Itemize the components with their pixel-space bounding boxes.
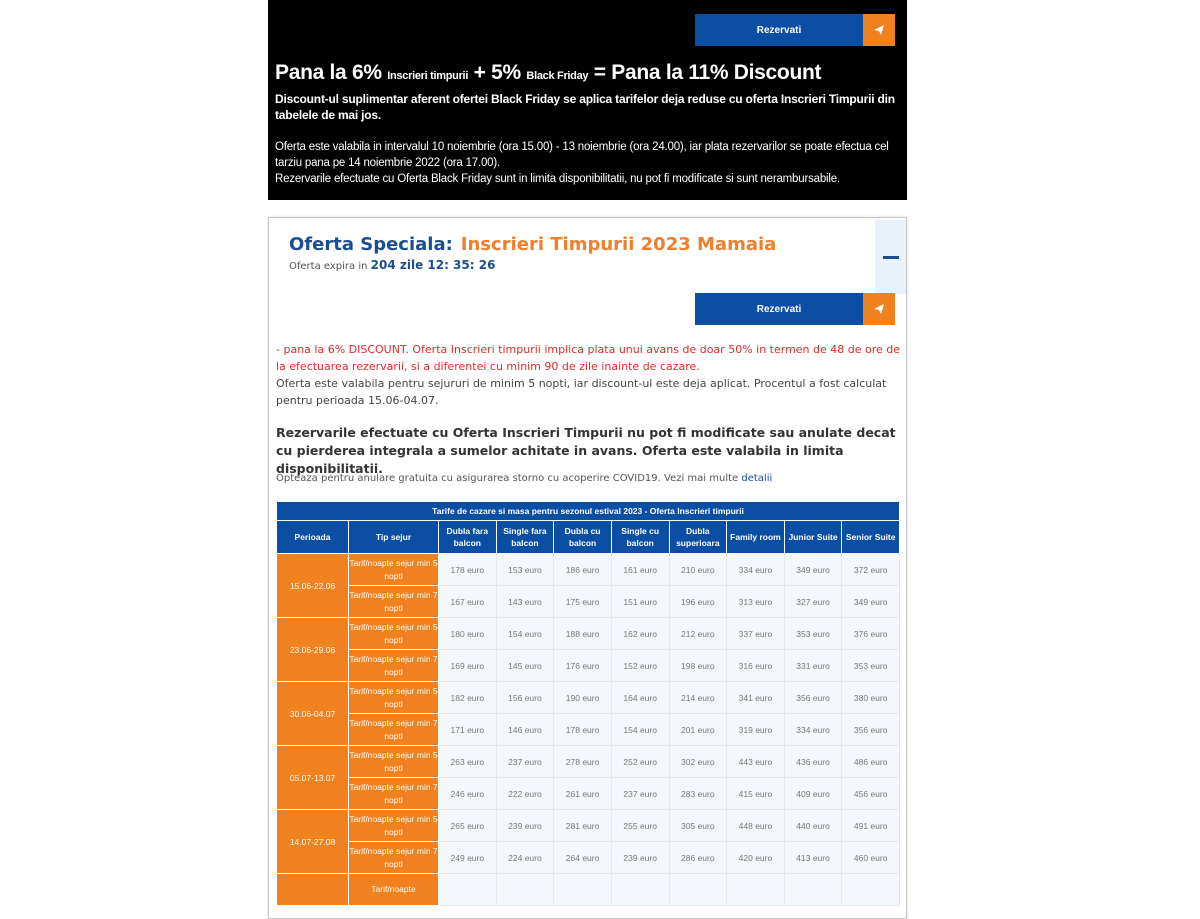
table-header-row: [277, 521, 900, 554]
price-cell: 212 euro: [669, 618, 727, 650]
price-cell: 198 euro: [669, 650, 727, 682]
price-cell: 167 euro: [439, 586, 497, 618]
table-caption: Tarife de cazare si masa pentru sezonul estival 2023 - Oferta Inscrieri timpurii: [277, 502, 900, 521]
price-cell: 353 euro: [784, 618, 842, 650]
table-row: [277, 650, 900, 682]
price-cell: [439, 874, 497, 906]
price-cell: 176 euro: [554, 650, 612, 682]
price-cell: 210 euro: [669, 554, 727, 586]
validity-text: Oferta este valabila in intervalul 10 noiembrie (ora 15.00) - 13 noiembrie (ora 24.00), iar plata rezervarilor se poate efectua cel tarziu pana pe 14 noiembrie 2022 (ora 17.00).: [275, 141, 889, 169]
price-cell: 178 euro: [554, 714, 612, 746]
title-part-2: + 5%: [473, 61, 521, 84]
price-cell: 356 euro: [784, 682, 842, 714]
price-cell: [611, 874, 669, 906]
black-friday-title: [275, 61, 821, 85]
offer-title: [289, 234, 776, 255]
price-cell: 420 euro: [727, 842, 785, 874]
price-cell: 143 euro: [496, 586, 554, 618]
price-cell: 349 euro: [784, 554, 842, 586]
price-cell: 316 euro: [727, 650, 785, 682]
table-row: [277, 586, 900, 618]
column-header: Family room: [727, 521, 785, 554]
price-cell: 196 euro: [669, 586, 727, 618]
discount-intro: - pana la 6% DISCOUNT.: [276, 343, 409, 356]
cancellation-policy: Rezervarile efectuate cu Oferta Inscrieri Timpurii nu pot fi modificate sau anulate decat cu pierderea integrala a sumelor achitate in avans. Oferta este valabila in limita disponibilitatii.: [276, 425, 896, 476]
price-cell: 161 euro: [611, 554, 669, 586]
price-cell: 249 euro: [439, 842, 497, 874]
period-cell: 23.06-29.06: [277, 618, 349, 682]
price-cell: 349 euro: [842, 586, 900, 618]
validity-text: Oferta este valabila pentru sejururi de minim 5 nopti, iar discount-ul este deja aplicat. Procentul a fost calculat pentru perioada 15.06-04.07.: [276, 377, 887, 407]
column-header: Tip sejur: [349, 521, 439, 554]
price-cell: 341 euro: [727, 682, 785, 714]
price-cell: 413 euro: [784, 842, 842, 874]
price-cell: 356 euro: [842, 714, 900, 746]
stay-type-cell: Tarif/noapte sejur min 7 nopti: [349, 586, 439, 618]
price-cell: 153 euro: [496, 554, 554, 586]
price-cell: 156 euro: [496, 682, 554, 714]
paper-plane-icon: [863, 14, 895, 46]
title-part-3: = Pana la 11% Discount: [593, 61, 822, 84]
price-cell: 255 euro: [611, 810, 669, 842]
price-cell: [784, 874, 842, 906]
price-cell: 239 euro: [496, 810, 554, 842]
column-header: Dubla superioara: [669, 521, 727, 554]
period-cell: 15.06-22.06: [277, 554, 349, 618]
price-cell: 263 euro: [439, 746, 497, 778]
price-cell: 154 euro: [611, 714, 669, 746]
price-cell: 436 euro: [784, 746, 842, 778]
reserve-button-top[interactable]: [695, 14, 895, 46]
price-cell: 162 euro: [611, 618, 669, 650]
price-cell: 443 euro: [727, 746, 785, 778]
insurance-text: Opteaza pentru anulare gratuita cu asigurarea storno cu acoperire COVID19. Vezi mai multe: [276, 473, 739, 484]
price-cell: 313 euro: [727, 586, 785, 618]
price-cell: 214 euro: [669, 682, 727, 714]
price-cell: 460 euro: [842, 842, 900, 874]
price-cell: 237 euro: [611, 778, 669, 810]
price-cell: 456 euro: [842, 778, 900, 810]
stay-type-cell: Tarif/noapte sejur min 7 nopti: [349, 714, 439, 746]
price-cell: 337 euro: [727, 618, 785, 650]
column-header: Perioada: [277, 521, 349, 554]
price-cell: 252 euro: [611, 746, 669, 778]
price-cell: 152 euro: [611, 650, 669, 682]
black-friday-description: Discount-ul suplimentar aferent ofertei Black Friday se aplica tarifelor deja reduse cu oferta Inscrieri Timpurii din tabelele de mai jos.: [275, 92, 895, 122]
price-cell: 486 euro: [842, 746, 900, 778]
price-cell: 171 euro: [439, 714, 497, 746]
offer-conditions: [276, 341, 901, 409]
price-cell: 222 euro: [496, 778, 554, 810]
price-cell: 448 euro: [727, 810, 785, 842]
price-cell: [669, 874, 727, 906]
stay-type-cell: Tarif/noapte sejur min 5 nopti: [349, 682, 439, 714]
reserve-button-label: Rezervati: [756, 24, 802, 36]
period-cell: 30.06-04.07: [277, 682, 349, 746]
price-cell: 237 euro: [496, 746, 554, 778]
table-row: [277, 810, 900, 842]
period-cell: [277, 874, 349, 906]
reserve-button-offer[interactable]: [695, 293, 895, 325]
price-cell: [727, 874, 785, 906]
price-cell: 261 euro: [554, 778, 612, 810]
price-cell: 188 euro: [554, 618, 612, 650]
table-row: [277, 874, 900, 906]
table-row: [277, 682, 900, 714]
availability-text: Rezervarile efectuate cu Oferta Black Friday sunt in limita disponibilitatii, nu pot fi modificate si sunt nerambursabile.: [275, 173, 840, 185]
price-cell: 169 euro: [439, 650, 497, 682]
price-cell: [554, 874, 612, 906]
price-cell: 334 euro: [784, 714, 842, 746]
minus-icon: [883, 256, 899, 259]
column-header: Dubla cu balcon: [554, 521, 612, 554]
price-cell: 409 euro: [784, 778, 842, 810]
title-small-1: Inscrieri timpurii: [387, 70, 469, 82]
price-cell: 146 euro: [496, 714, 554, 746]
price-cell: 353 euro: [842, 650, 900, 682]
special-offer-panel: [268, 217, 907, 919]
price-cell: 264 euro: [554, 842, 612, 874]
table-row: [277, 778, 900, 810]
price-cell: 491 euro: [842, 810, 900, 842]
column-header: Dubla fara balcon: [439, 521, 497, 554]
stay-type-cell: Tarif/noapte: [349, 874, 439, 906]
period-cell: 14.07-27.08: [277, 810, 349, 874]
table-row: [277, 842, 900, 874]
stay-type-cell: Tarif/noapte sejur min 7 nopti: [349, 650, 439, 682]
stay-type-cell: Tarif/noapte sejur min 7 nopti: [349, 842, 439, 874]
price-cell: 281 euro: [554, 810, 612, 842]
price-cell: 178 euro: [439, 554, 497, 586]
price-cell: 164 euro: [611, 682, 669, 714]
price-cell: 239 euro: [611, 842, 669, 874]
price-cell: 186 euro: [554, 554, 612, 586]
column-header: Junior Suite: [784, 521, 842, 554]
offer-expiry: [289, 258, 495, 272]
price-cell: 319 euro: [727, 714, 785, 746]
price-cell: 380 euro: [842, 682, 900, 714]
price-cell: 151 euro: [611, 586, 669, 618]
expiry-label: Oferta expira in: [289, 261, 368, 272]
stay-type-cell: Tarif/noapte sejur min 5 nopti: [349, 618, 439, 650]
black-friday-terms: [275, 139, 900, 187]
price-cell: 415 euro: [727, 778, 785, 810]
price-cell: 440 euro: [784, 810, 842, 842]
table-row: [277, 746, 900, 778]
price-cell: 278 euro: [554, 746, 612, 778]
price-cell: 283 euro: [669, 778, 727, 810]
price-cell: 201 euro: [669, 714, 727, 746]
price-cell: 145 euro: [496, 650, 554, 682]
price-cell: 372 euro: [842, 554, 900, 586]
price-table: [276, 501, 900, 906]
stay-type-cell: Tarif/noapte sejur min 5 nopti: [349, 554, 439, 586]
table-row: [277, 714, 900, 746]
price-cell: 376 euro: [842, 618, 900, 650]
column-header: Single cu balcon: [611, 521, 669, 554]
price-cell: 334 euro: [727, 554, 785, 586]
price-cell: 246 euro: [439, 778, 497, 810]
period-cell: 05.07-13.07: [277, 746, 349, 810]
price-cell: 305 euro: [669, 810, 727, 842]
table-row: [277, 554, 900, 586]
price-cell: 154 euro: [496, 618, 554, 650]
column-header: Senior Suite: [842, 521, 900, 554]
insurance-note: [276, 473, 901, 484]
reserve-button-label: Rezervati: [756, 303, 802, 315]
price-cell: 302 euro: [669, 746, 727, 778]
black-friday-banner: [268, 0, 907, 200]
countdown-timer: 204 zile 12: 35: 26: [370, 258, 496, 272]
price-cell: [842, 874, 900, 906]
offer-title-name: Inscrieri Timpurii 2023 Mamaia: [460, 234, 777, 255]
price-cell: 175 euro: [554, 586, 612, 618]
offer-title-prefix: Oferta Speciala:: [289, 234, 453, 255]
discount-text: Oferta Inscrieri timpurii implica plata unui avans de doar 50% in termen de 48 de ore de la efectuarea rezervarii, si a diferentei cu minim 90 de zile inainte de cazare.: [276, 343, 901, 373]
stay-type-cell: Tarif/noapte sejur min 7 nopti: [349, 778, 439, 810]
price-cell: 265 euro: [439, 810, 497, 842]
paper-plane-icon: [863, 293, 895, 325]
stay-type-cell: Tarif/noapte sejur min 5 nopti: [349, 746, 439, 778]
price-cell: 224 euro: [496, 842, 554, 874]
price-cell: 327 euro: [784, 586, 842, 618]
price-cell: 182 euro: [439, 682, 497, 714]
price-cell: 331 euro: [784, 650, 842, 682]
price-cell: [496, 874, 554, 906]
table-row: [277, 618, 900, 650]
title-part-1: Pana la 6%: [275, 61, 382, 84]
collapse-toggle[interactable]: [875, 220, 906, 294]
column-header: Single fara balcon: [496, 521, 554, 554]
details-link[interactable]: detalii: [741, 473, 773, 484]
stay-type-cell: Tarif/noapte sejur min 5 nopti: [349, 810, 439, 842]
price-cell: 190 euro: [554, 682, 612, 714]
title-small-2: Black Friday: [526, 70, 589, 82]
price-cell: 286 euro: [669, 842, 727, 874]
price-cell: 180 euro: [439, 618, 497, 650]
